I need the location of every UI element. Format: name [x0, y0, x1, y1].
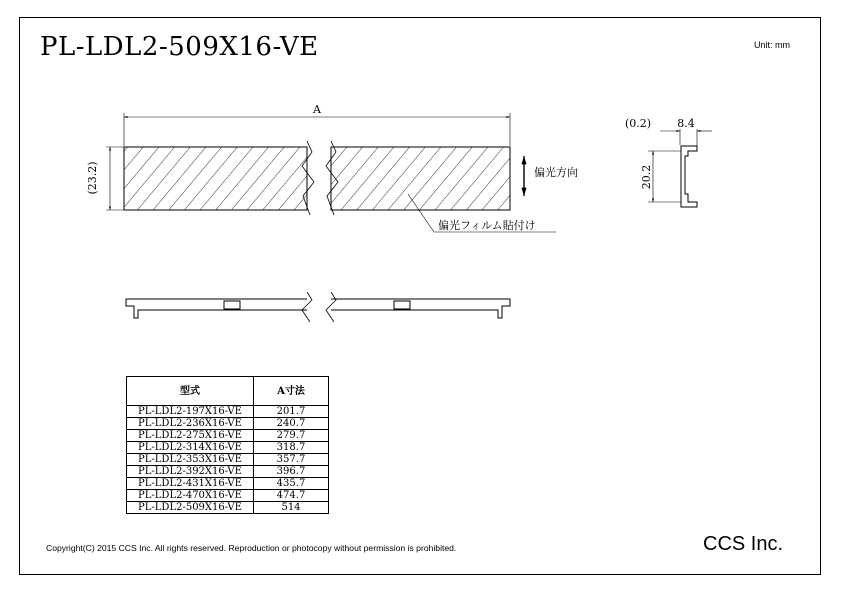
bottom-profile-right: [331, 299, 510, 318]
bottom-slot-left: [224, 301, 240, 309]
a-cell: 279.7: [254, 430, 329, 442]
bottom-break-left: [302, 292, 312, 322]
filter-left-hatched: [124, 147, 307, 210]
a-cell: 396.7: [254, 466, 329, 478]
front-view: [86, 103, 578, 232]
side-gap-label: (0.2): [624, 117, 652, 130]
a-cell: 357.7: [254, 454, 329, 466]
table-row: [127, 466, 329, 478]
model-cell: PL-LDL2-509X16-VE: [127, 502, 254, 514]
table-row: [127, 478, 329, 490]
a-cell: 435.7: [254, 478, 329, 490]
model-cell: PL-LDL2-392X16-VE: [127, 466, 254, 478]
model-cell: PL-LDL2-314X16-VE: [127, 442, 254, 454]
bottom-break-right: [326, 292, 336, 322]
side-profile: [681, 146, 697, 207]
table-header-model: 型式: [127, 377, 254, 406]
a-cell: 201.7: [254, 406, 329, 418]
dimension-table: [126, 376, 329, 514]
table-row: [127, 430, 329, 442]
dimension-a-label: A: [313, 103, 321, 116]
table-row: [127, 418, 329, 430]
table-row: [127, 490, 329, 502]
bottom-profile-left: [126, 299, 307, 318]
side-width-label: 8.4: [677, 117, 695, 130]
model-cell: PL-LDL2-353X16-VE: [127, 454, 254, 466]
unit-label: Unit: mm: [754, 40, 790, 50]
table-row: [127, 442, 329, 454]
side-view: [625, 117, 712, 207]
table-row: [127, 454, 329, 466]
bottom-slot-right: [394, 301, 410, 309]
table-header-a: A寸法: [254, 377, 329, 406]
copyright-notice: Copyright(C) 2015 CCS Inc. All rights reserved. Reproduction or photocopy without permission is prohibited.: [46, 543, 457, 553]
a-cell: 474.7: [254, 490, 329, 502]
model-cell: PL-LDL2-275X16-VE: [127, 430, 254, 442]
a-cell: 318.7: [254, 442, 329, 454]
bottom-view: [126, 292, 510, 322]
polarization-direction-label: 偏光方向: [534, 166, 578, 179]
model-cell: PL-LDL2-236X16-VE: [127, 418, 254, 430]
model-cell: PL-LDL2-431X16-VE: [127, 478, 254, 490]
dimension-height-label: (23.2): [86, 161, 99, 195]
a-cell: 240.7: [254, 418, 329, 430]
table-row: [127, 502, 329, 514]
drawing-title: PL-LDL2-509X16-VE: [40, 32, 319, 62]
polarizing-film-label: 偏光フィルム貼付け: [438, 219, 536, 232]
model-cell: PL-LDL2-470X16-VE: [127, 490, 254, 502]
filter-right-hatched: [331, 147, 510, 210]
a-cell: 514: [254, 502, 329, 514]
table-row: [127, 406, 329, 418]
model-cell: PL-LDL2-197X16-VE: [127, 406, 254, 418]
company-name: CCS Inc.: [703, 533, 784, 555]
side-height-label: 20.2: [640, 164, 653, 190]
